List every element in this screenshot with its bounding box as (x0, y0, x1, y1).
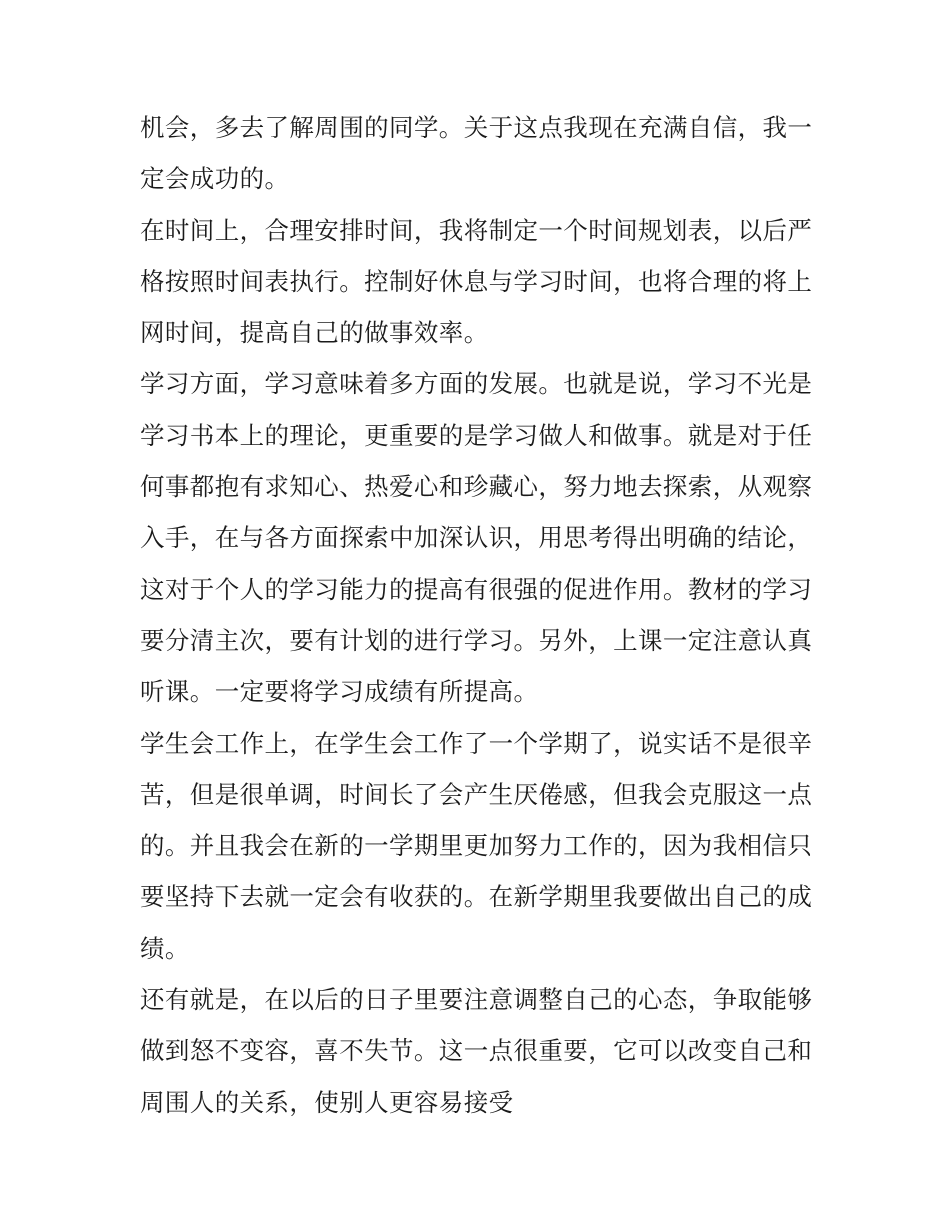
text-line-1: 机会，多去了解周围的同学。关于这点我现在充满自信，我一 (140, 113, 813, 142)
text-line-12: 听课。一定要将学习成绩有所提高。 (140, 677, 539, 707)
text-line-14: 苦，但是很单调，时间长了会产生厌倦感，但我会克服这一点 (140, 779, 813, 809)
text-line-19: 做到怒不变容，喜不失节。这一点很重要，它可以改变自己和 (140, 1036, 813, 1066)
text-line-6: 学习方面，学习意味着多方面的发展。也就是说，学习不光是 (140, 369, 813, 399)
text-line-18: 还有就是，在以后的日子里要注意调整自己的心态，争取能够 (140, 985, 813, 1015)
text-line-17: 绩。 (140, 933, 190, 963)
text-line-8: 何事都抱有求知心、热爱心和珍藏心，努力地去探索，从观察 (140, 472, 813, 502)
text-line-16: 要坚持下去就一定会有收获的。在新学期里我要做出自己的成 (140, 882, 813, 912)
text-line-2: 定会成功的。 (140, 164, 290, 194)
text-line-5: 网时间，提高自己的做事效率。 (140, 318, 489, 348)
text-line-3: 在时间上，合理安排时间，我将制定一个时间规划表，以后严 (140, 215, 813, 245)
text-line-7: 学习书本上的理论，更重要的是学习做人和做事。就是对于任 (140, 420, 813, 450)
text-line-13: 学生会工作上，在学生会工作了一个学期了，说实话不是很辛 (140, 728, 813, 758)
document-body (140, 102, 820, 1128)
text-line-4: 格按照时间表执行。控制好休息与学习时间，也将合理的将上 (140, 266, 813, 296)
text-line-11: 要分清主次，要有计划的进行学习。另外，上课一定注意认真 (140, 625, 813, 655)
text-line-10: 这对于个人的学习能力的提高有很强的促进作用。教材的学习 (140, 574, 813, 604)
text-line-20: 周围人的关系，使别人更容易接受 (140, 1087, 514, 1117)
text-line-9: 入手，在与各方面探索中加深认识，用思考得出明确的结论， (140, 523, 813, 553)
text-line-15: 的。并且我会在新的一学期里更加努力工作的，因为我相信只 (140, 831, 813, 861)
